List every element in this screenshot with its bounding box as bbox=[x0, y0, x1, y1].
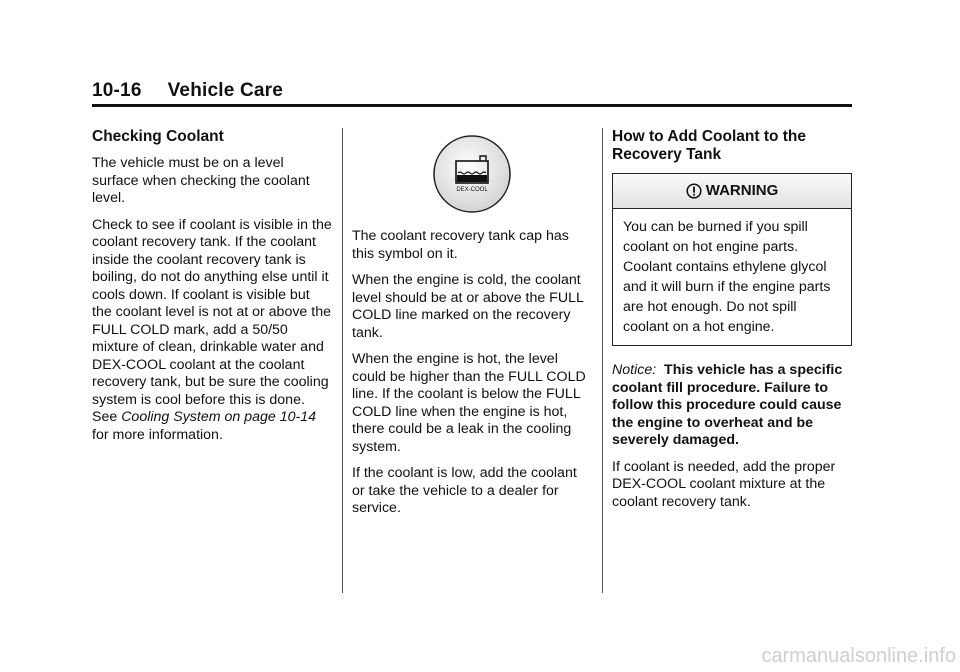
notice-label: Notice: bbox=[612, 362, 657, 378]
warning-title: WARNING bbox=[705, 182, 779, 200]
more-info-text: for more information. bbox=[92, 426, 223, 443]
cooling-system-reference-link[interactable]: Cooling System on page 10-14 bbox=[121, 409, 316, 425]
section-title: Vehicle Care bbox=[167, 80, 284, 101]
page-number: 10-16 bbox=[92, 80, 142, 101]
warning-header bbox=[613, 174, 851, 209]
column-right bbox=[612, 126, 852, 520]
add-coolant-heading: How to Add Coolant to the Recovery Tank bbox=[612, 128, 806, 163]
column-middle bbox=[352, 126, 592, 527]
check-coolant-paragraph bbox=[92, 217, 332, 445]
notice-paragraph bbox=[612, 362, 852, 450]
page-header bbox=[92, 80, 852, 102]
column-divider-2 bbox=[602, 128, 603, 593]
header-rule bbox=[92, 104, 852, 107]
icon-container bbox=[352, 134, 592, 214]
dex-cool-icon-label: DEX-COOL bbox=[456, 187, 488, 193]
cap-symbol-paragraph: The coolant recovery tank cap has this symbol on it. bbox=[352, 228, 569, 262]
add-proper-coolant-paragraph: If coolant is needed, add the proper DEX-COOL coolant mixture at the coolant recovery tank. bbox=[612, 458, 836, 510]
watermark: carmanualsonline.info bbox=[761, 645, 956, 667]
warning-text: You can be burned if you spill coolant on hot engine parts. Coolant contains ethylene glycol and it will burn if the engine parts are hot enough. Do not spill coolant on a hot engine. bbox=[623, 219, 831, 335]
engine-cold-paragraph: When the engine is cold, the coolant level should be at or above the FULL COLD line marked on the recovery tank. bbox=[352, 272, 584, 341]
notice-text: This vehicle has a specific coolant fill procedure. Failure to follow this procedure could cause the engine to overheat and be severely damaged. bbox=[612, 362, 843, 448]
warning-icon bbox=[686, 183, 702, 199]
column-left bbox=[92, 126, 332, 453]
warning-box bbox=[612, 173, 852, 346]
coolant-low-paragraph: If the coolant is low, add the coolant or take the vehicle to a dealer for service. bbox=[352, 465, 577, 516]
engine-hot-paragraph: When the engine is hot, the level could be higher than the FULL COLD line. If the coolant is below the FULL COLD line when the engine is hot, there could be a leak in the cooling system. bbox=[352, 351, 586, 455]
column-divider-1 bbox=[342, 128, 343, 593]
level-surface-paragraph: The vehicle must be on a level surface when checking the coolant level. bbox=[92, 155, 310, 206]
checking-coolant-heading: Checking Coolant bbox=[92, 128, 224, 145]
check-coolant-text: Check to see if coolant is visible in the coolant recovery tank. If the coolant inside the coolant recovery tank is boiling, do not do anything else until it cools down. If coolant is visible but the coolant level is not at or above the FULL COLD mark, add a 50/50 mixture of clean, drinkable water and DEX-COOL coolant at the coolant recovery tank, but be sure the cooling system is cool before this is done. See bbox=[92, 216, 332, 425]
page-header-text bbox=[92, 80, 852, 102]
dex-cool-coolant-icon bbox=[432, 134, 512, 214]
